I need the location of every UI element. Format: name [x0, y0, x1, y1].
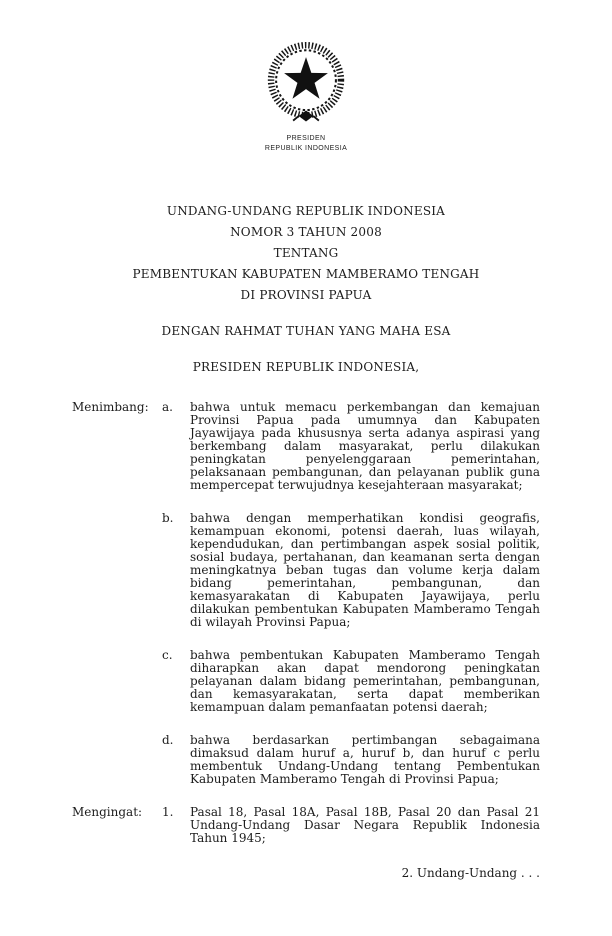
- law-title-line-3: TENTANG: [273, 246, 339, 260]
- recalling-label: Mengingat:: [72, 805, 143, 819]
- star-in-wreath-icon: [248, 36, 364, 128]
- law-title: [0, 201, 612, 306]
- page-continuation-marker: 2. Undang-Undang . . .: [401, 866, 540, 880]
- item-number: 1.: [162, 805, 174, 819]
- star-icon: [284, 57, 328, 99]
- item-letter: d.: [162, 733, 174, 747]
- seal-caption-line1: PRESIDEN: [286, 135, 326, 142]
- considering-item-b: [72, 512, 540, 629]
- considering-item-d: [72, 734, 540, 786]
- item-letter: a.: [162, 400, 173, 414]
- law-title-line-1: UNDANG-UNDANG REPUBLIK INDONESIA: [166, 204, 446, 218]
- considering-item-c: [72, 649, 540, 714]
- law-title-line-2: NOMOR 3 TAHUN 2008: [230, 225, 382, 239]
- item-letter: b.: [162, 511, 174, 525]
- presidential-seal: [0, 36, 612, 153]
- item-text: bahwa untuk memacu perkembangan dan kemajuan Provinsi Papua pada umumnya dan Kabupaten Jayawijaya pada khususnya serta adanya aspirasi yang berkembang dalam masyarakat, perlu dilakukan peningkatan penyelenggaraan pemerintahan, pelaksanaan pembangunan, dan pelayanan publik guna mempercepat terwujudnya kesejahteraan masyarakat;: [190, 400, 540, 492]
- law-title-line-4: PEMBENTUKAN KABUPATEN MAMBERAMO TENGAH: [132, 267, 480, 281]
- item-letter: c.: [162, 648, 173, 662]
- invocation-line: DENGAN RAHMAT TUHAN YANG MAHA ESA: [161, 324, 451, 338]
- item-text: bahwa berdasarkan pertimbangan sebagaimana dimaksud dalam huruf a, huruf b, dan huruf c perlu membentuk Undang-Undang tentang Pembentukan Kabupaten Mamberamo Tengah di Provinsi Papua;: [190, 733, 540, 786]
- considering-label: Menimbang:: [72, 400, 149, 414]
- item-text: bahwa dengan memperhatikan kondisi geografis, kemampuan ekonomi, potensi daerah, luas wilayah, kependudukan, dan pertimbangan aspek sosial politik, sosial budaya, pertahanan, dan keamanan serta dengan meningkatnya beban tugas dan volume kerja dalam bidang pemerintahan, pembangunan, dan kemasyarakatan di Kabupaten Jayawijaya, perlu dilakukan pembentukan Kabupaten Mamberamo Tengah di wilayah Provinsi Papua;: [190, 511, 540, 629]
- recalling-item-1: [72, 806, 540, 845]
- authority-line: PRESIDEN REPUBLIK INDONESIA,: [192, 360, 420, 374]
- ribbon-icon: [299, 111, 314, 122]
- seal-caption: [0, 134, 612, 153]
- item-text: Pasal 18, Pasal 18A, Pasal 18B, Pasal 20 dan Pasal 21 Undang-Undang Dasar Negara Republik Indonesia Tahun 1945;: [190, 805, 540, 845]
- preamble-body: [0, 401, 612, 845]
- law-title-line-5: DI PROVINSI PAPUA: [240, 288, 372, 302]
- item-text: bahwa pembentukan Kabupaten Mamberamo Tengah diharapkan akan dapat mendorong peningkatan pelayanan dalam bidang pemerintahan, pembangunan, dan kemasyarakatan, serta dapat memberikan kemampuan dalam pemanfaatan potensi daerah;: [190, 648, 540, 714]
- considering-item-a: [72, 401, 540, 492]
- seal-caption-line2: REPUBLIK INDONESIA: [264, 144, 348, 152]
